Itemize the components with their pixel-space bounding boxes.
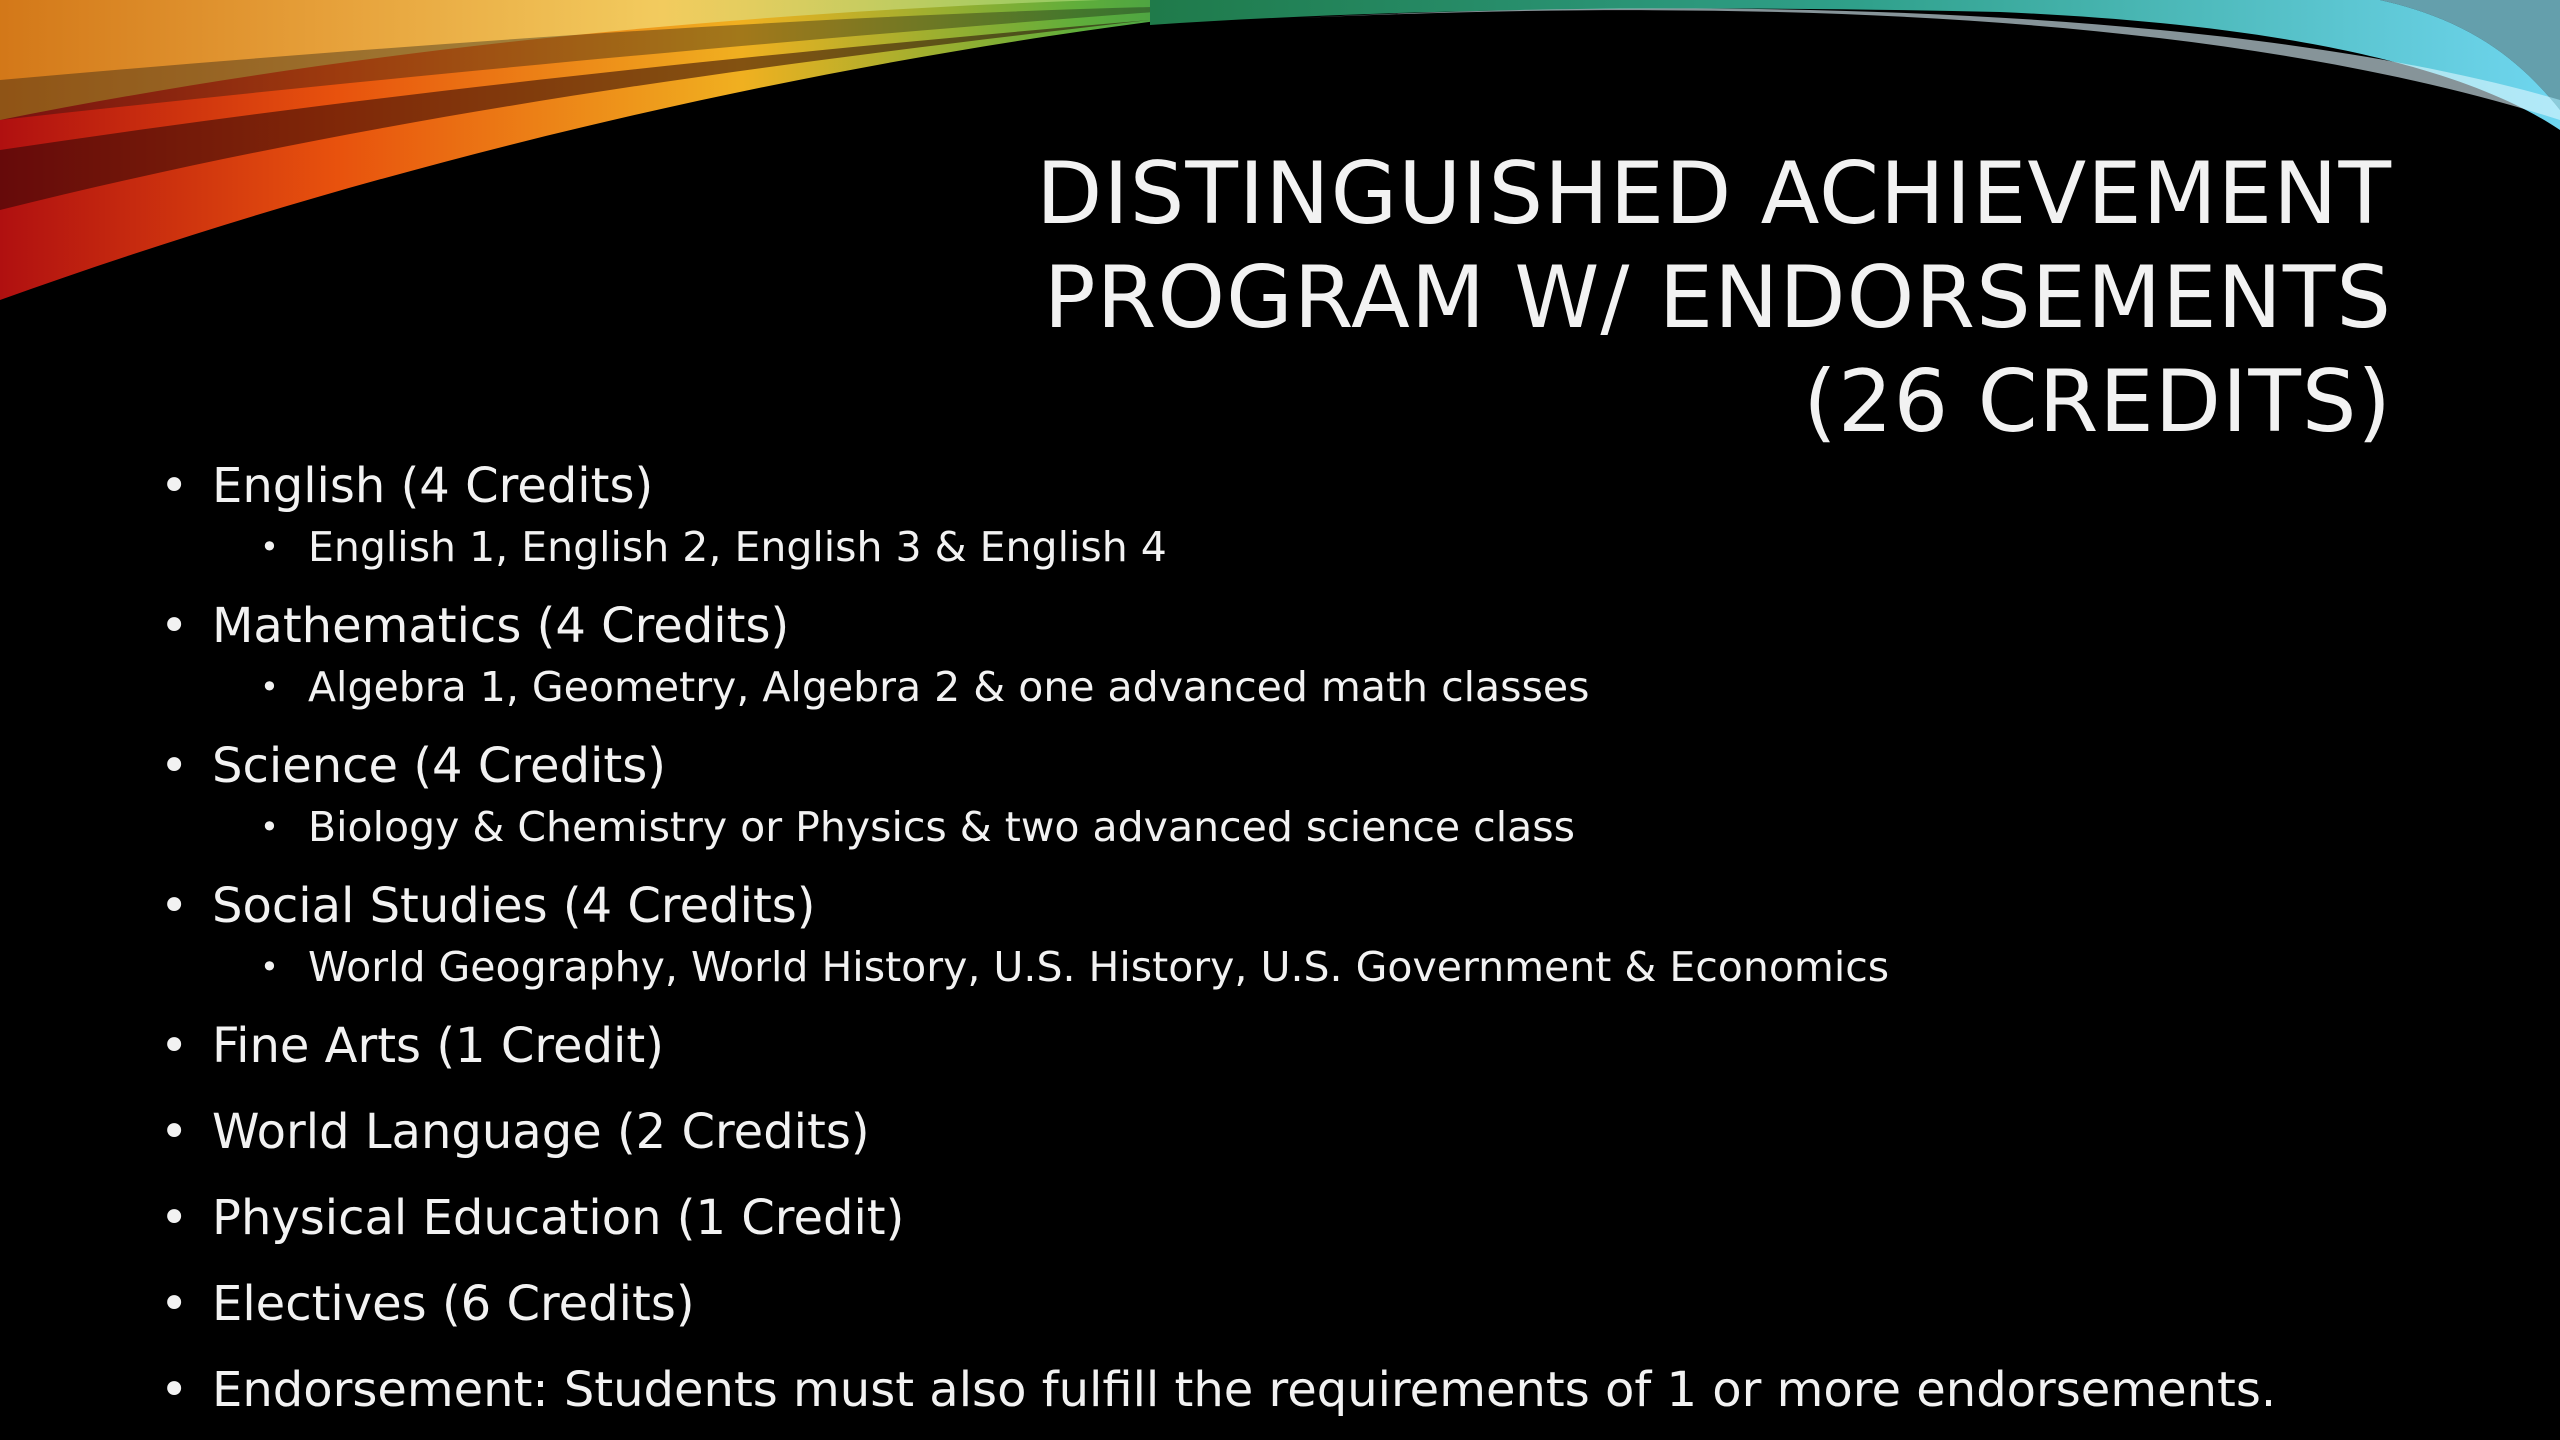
title-line-2: PROGRAM W/ ENDORSEMENTS [1043, 248, 2392, 348]
list-item-label: • Science (4 Credits) [212, 738, 666, 794]
list-item-world-language [160, 1098, 2460, 1166]
sub-item-english: • English 1, English 2, English 3 & English 4 [212, 520, 2460, 574]
list-item-science [160, 732, 2460, 854]
list-item-label: • Social Studies (4 Credits) [212, 878, 816, 934]
requirements-list [160, 452, 2460, 1440]
list-item-label: • Physical Education (1 Credit) [212, 1190, 905, 1246]
list-item-label: • World Language (2 Credits) [212, 1104, 870, 1160]
list-item-label: • Endorsement: Students must also fulfill the requirements of 1 or more endorsements. [212, 1362, 2277, 1418]
sub-item-social-studies: • World Geography, World History, U.S. History, U.S. Government & Economics [212, 940, 2460, 994]
list-item-label: • Electives (6 Credits) [212, 1276, 695, 1332]
sub-item-science: • Biology & Chemistry or Physics & two advanced science class [212, 800, 2460, 854]
list-item-label: • English (4 Credits) [212, 458, 654, 514]
list-item-english [160, 452, 2460, 574]
list-item-endorsement [160, 1356, 2460, 1424]
list-item-label: • Mathematics (4 Credits) [212, 598, 790, 654]
title-line-1: DISTINGUISHED ACHIEVEMENT [1036, 144, 2392, 244]
list-item-mathematics [160, 592, 2460, 714]
list-item-fine-arts [160, 1012, 2460, 1080]
slide-title [692, 142, 2392, 454]
list-item-social-studies [160, 872, 2460, 994]
list-item-electives [160, 1270, 2460, 1338]
sub-item-mathematics: • Algebra 1, Geometry, Algebra 2 & one advanced math classes [212, 660, 2460, 714]
list-item-label: • Fine Arts (1 Credit) [212, 1018, 664, 1074]
title-line-3: (26 CREDITS) [1803, 352, 2392, 452]
list-item-physical-education [160, 1184, 2460, 1252]
